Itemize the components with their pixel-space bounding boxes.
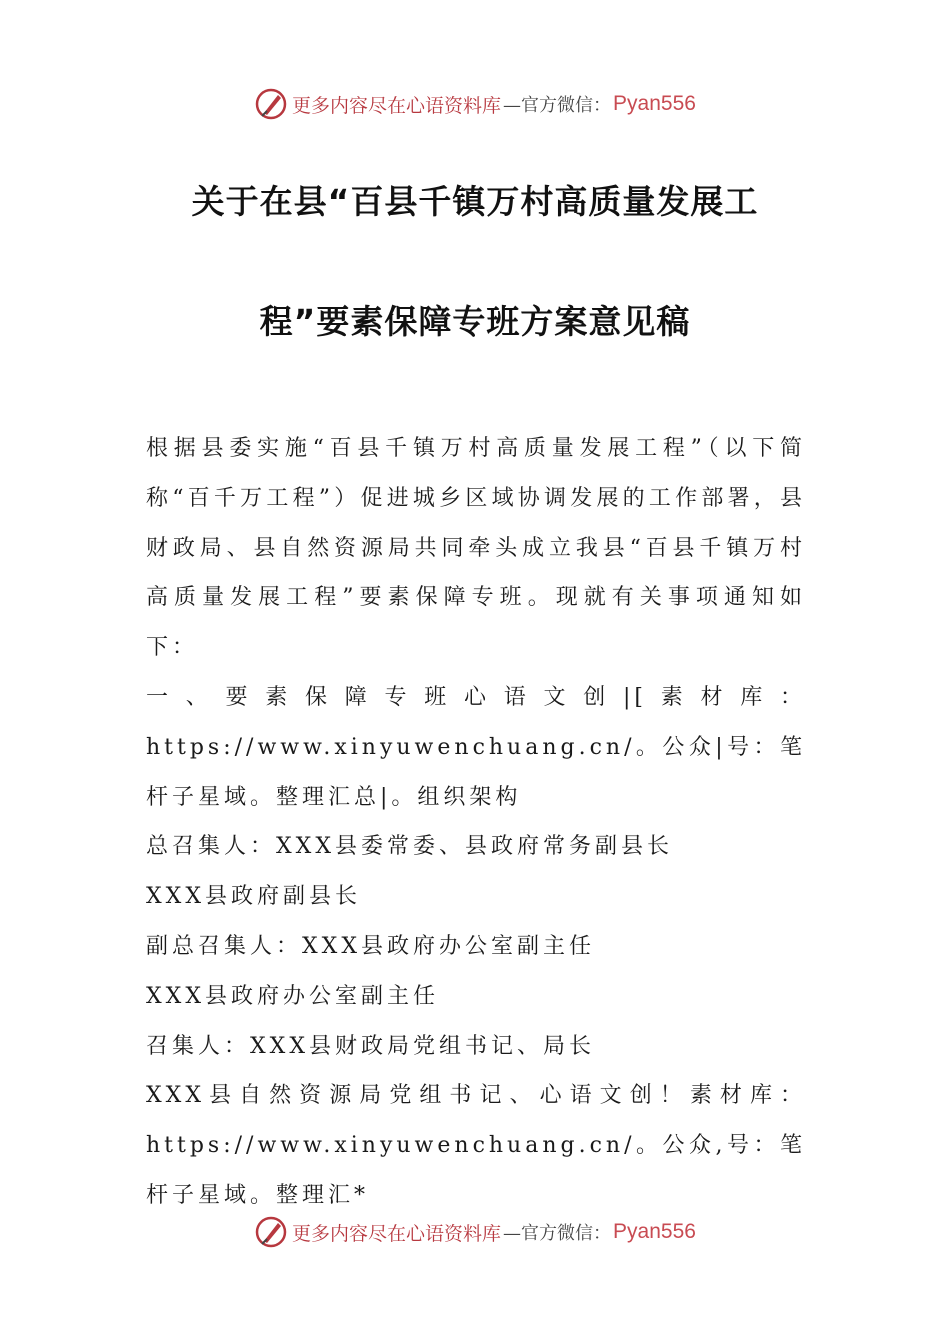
watermark-banner-top: [0, 84, 950, 124]
watermark-official: —官方微信：: [503, 95, 612, 116]
intro-paragraph: 根据县委实施“百县千镇万村高质量发展工程”（以下简称“百千万工程”）促进城乡区域协调发展的工作部署，县财政局、县自然资源局共同牵头成立我县“百县千镇万村高质量发展工程”要素保障专班。现就有关事项通知如下：: [146, 436, 806, 661]
body-line: XXX县政府办公室副主任: [146, 983, 439, 1009]
body-line: XXX县政府副县长: [146, 884, 361, 910]
document-title-line-1: 关于在县“百县千镇万村高质量发展工: [191, 182, 759, 221]
document-title-line-2: 程”要素保障专班方案意见稿: [259, 302, 691, 341]
body-line: 副总召集人：XXX县政府办公室副主任: [146, 933, 595, 959]
quill-logo-icon: [254, 87, 288, 121]
quill-logo-icon: [254, 1215, 288, 1249]
watermark-banner-bottom: [0, 1212, 950, 1252]
body-last-paragraph: XXX县自然资源局党组书记、心语文创！素材库：https://www.xinyuwenchuang.cn/。公众,号：笔杆子星域。整理汇*: [146, 1083, 806, 1208]
body-line: 总召集人：XXX县委常委、县政府常务副县长: [146, 834, 673, 860]
watermark-handle: Pyan556: [613, 1220, 696, 1243]
watermark-handle: Pyan556: [613, 92, 696, 115]
watermark-official: —官方微信：: [503, 1223, 612, 1244]
watermark-text: 更多内容尽在心语资料库: [292, 94, 502, 117]
body-line: 召集人：XXX县财政局党组书记、局长: [146, 1033, 595, 1059]
section-1-heading: 一、要素保障专班心语文创|[素材库：https://www.xinyuwenchuang.cn/。公众|号：笔杆子星域。整理汇总|。组织架构: [146, 684, 806, 810]
watermark-text: 更多内容尽在心语资料库: [292, 1222, 502, 1245]
document-body: [146, 424, 806, 1221]
